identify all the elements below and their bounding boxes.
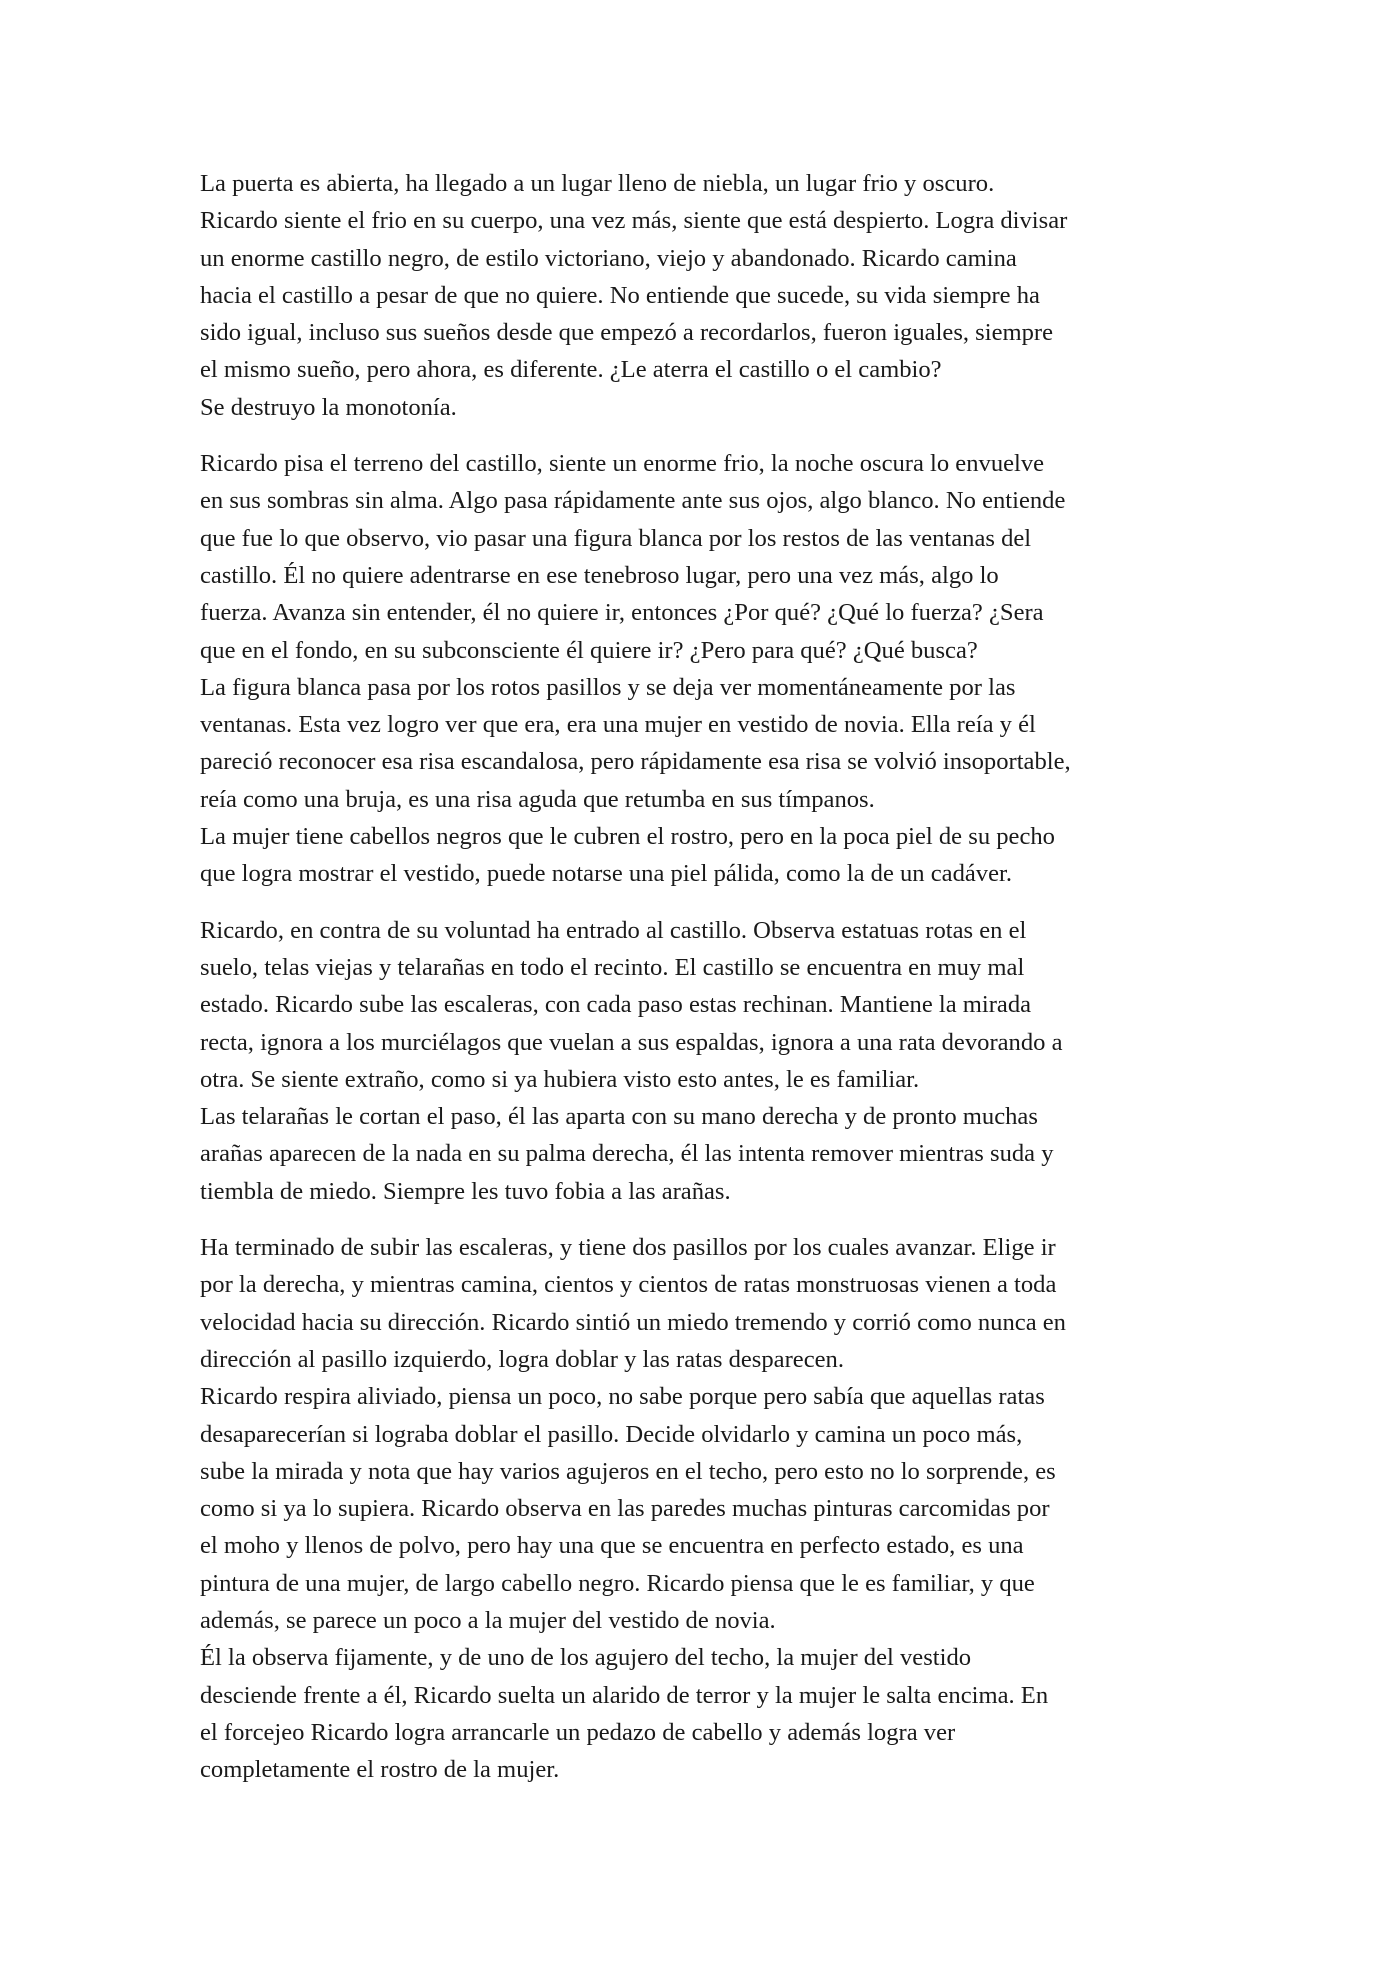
text-line: desciende frente a él, Ricardo suelta un alarido de terror y la mujer le salta encima. En bbox=[200, 1681, 1049, 1709]
text-line: ventanas. Esta vez logro ver que era, era una mujer en vestido de novia. Ella reía y él bbox=[200, 711, 1036, 739]
text-line: Se destruyo la monotonía. bbox=[200, 393, 457, 421]
text-line: hacia el castillo a pesar de que no quiere. No entiende que sucede, su vida siempre ha bbox=[200, 281, 1040, 309]
text-line: el mismo sueño, pero ahora, es diferente. ¿Le aterra el castillo o el cambio? bbox=[200, 356, 942, 384]
text-line: recta, ignora a los murciélagos que vuelan a sus espaldas, ignora a una rata devorando a bbox=[200, 1028, 1063, 1056]
paragraph-1 bbox=[200, 165, 1220, 426]
text-line: sube la mirada y nota que hay varios agujeros en el techo, pero esto no lo sorprende, es bbox=[200, 1457, 1056, 1485]
text-line: desaparecerían si lograba doblar el pasillo. Decide olvidarlo y camina un poco más, bbox=[200, 1420, 1023, 1448]
text-line: un enorme castillo negro, de estilo victoriano, viejo y abandonado. Ricardo camina bbox=[200, 244, 1017, 272]
text-line: como si ya lo supiera. Ricardo observa en las paredes muchas pinturas carcomidas por bbox=[200, 1495, 1050, 1523]
text-line: reía como una bruja, es una risa aguda que retumba en sus tímpanos. bbox=[200, 785, 875, 813]
text-line: en sus sombras sin alma. Algo pasa rápidamente ante sus ojos, algo blanco. No entiende bbox=[200, 487, 1066, 515]
text-line: pareció reconocer esa risa escandalosa, pero rápidamente esa risa se volvió insoportable, bbox=[200, 748, 1071, 776]
document-page bbox=[200, 165, 1220, 1807]
text-line: otra. Se siente extraño, como si ya hubiera visto esto antes, le es familiar. bbox=[200, 1065, 920, 1093]
text-line: La figura blanca pasa por los rotos pasillos y se deja ver momentáneamente por las bbox=[200, 673, 1016, 701]
text-line: que logra mostrar el vestido, puede notarse una piel pálida, como la de un cadáver. bbox=[200, 860, 1012, 888]
text-line: Ricardo, en contra de su voluntad ha entrado al castillo. Observa estatuas rotas en el bbox=[200, 916, 1027, 944]
text-line: que en el fondo, en su subconsciente él quiere ir? ¿Pero para qué? ¿Qué busca? bbox=[200, 636, 978, 664]
text-line: dirección al pasillo izquierdo, logra doblar y las ratas desparecen. bbox=[200, 1345, 844, 1373]
text-line: fuerza. Avanza sin entender, él no quiere ir, entonces ¿Por qué? ¿Qué lo fuerza? ¿Sera bbox=[200, 599, 1044, 627]
text-line: Ricardo pisa el terreno del castillo, siente un enorme frio, la noche oscura lo envuelve bbox=[200, 450, 1045, 478]
text-line: La mujer tiene cabellos negros que le cubren el rostro, pero en la poca piel de su pecho bbox=[200, 823, 1055, 851]
text-line: castillo. Él no quiere adentrarse en ese tenebroso lugar, pero una vez más, algo lo bbox=[200, 561, 999, 589]
text-line: arañas aparecen de la nada en su palma derecha, él las intenta remover mientras suda y bbox=[200, 1140, 1054, 1168]
text-line: el forcejeo Ricardo logra arrancarle un pedazo de cabello y además logra ver bbox=[200, 1718, 956, 1746]
text-line: el moho y llenos de polvo, pero hay una que se encuentra en perfecto estado, es una bbox=[200, 1532, 1024, 1560]
text-line: además, se parece un poco a la mujer del vestido de novia. bbox=[200, 1606, 776, 1634]
paragraph-2 bbox=[200, 445, 1220, 893]
text-line: Las telarañas le cortan el paso, él las aparta con su mano derecha y de pronto muchas bbox=[200, 1103, 1038, 1131]
paragraph-4 bbox=[200, 1229, 1220, 1788]
text-line: suelo, telas viejas y telarañas en todo el recinto. El castillo se encuentra en muy mal bbox=[200, 953, 1025, 981]
text-line: completamente el rostro de la mujer. bbox=[200, 1756, 560, 1784]
text-line: La puerta es abierta, ha llegado a un lugar lleno de niebla, un lugar frio y oscuro. bbox=[200, 170, 995, 197]
text-line: tiembla de miedo. Siempre les tuvo fobia a las arañas. bbox=[200, 1177, 731, 1205]
text-line: Ricardo respira aliviado, piensa un poco, no sabe porque pero sabía que aquellas ratas bbox=[200, 1383, 1045, 1411]
paragraph-3 bbox=[200, 912, 1220, 1210]
text-line: Él la observa fijamente, y de uno de los agujero del techo, la mujer del vestido bbox=[200, 1644, 972, 1672]
text-line: velocidad hacia su dirección. Ricardo sintió un miedo tremendo y corrió como nunca en bbox=[200, 1308, 1066, 1336]
text-line: Ha terminado de subir las escaleras, y tiene dos pasillos por los cuales avanzar. Elige ir bbox=[200, 1234, 1056, 1262]
text-line: estado. Ricardo sube las escaleras, con cada paso estas rechinan. Mantiene la mirada bbox=[200, 991, 1032, 1019]
text-line: sido igual, incluso sus sueños desde que empezó a recordarlos, fueron iguales, siempre bbox=[200, 319, 1054, 347]
text-line: que fue lo que observo, vio pasar una figura blanca por los restos de las ventanas del bbox=[200, 524, 1032, 552]
text-line: pintura de una mujer, de largo cabello negro. Ricardo piensa que le es familiar, y que bbox=[200, 1569, 1035, 1597]
text-line: Ricardo siente el frio en su cuerpo, una vez más, siente que está despierto. Logra divisar bbox=[200, 207, 1068, 235]
text-line: por la derecha, y mientras camina, cientos y cientos de ratas monstruosas vienen a toda bbox=[200, 1271, 1057, 1299]
